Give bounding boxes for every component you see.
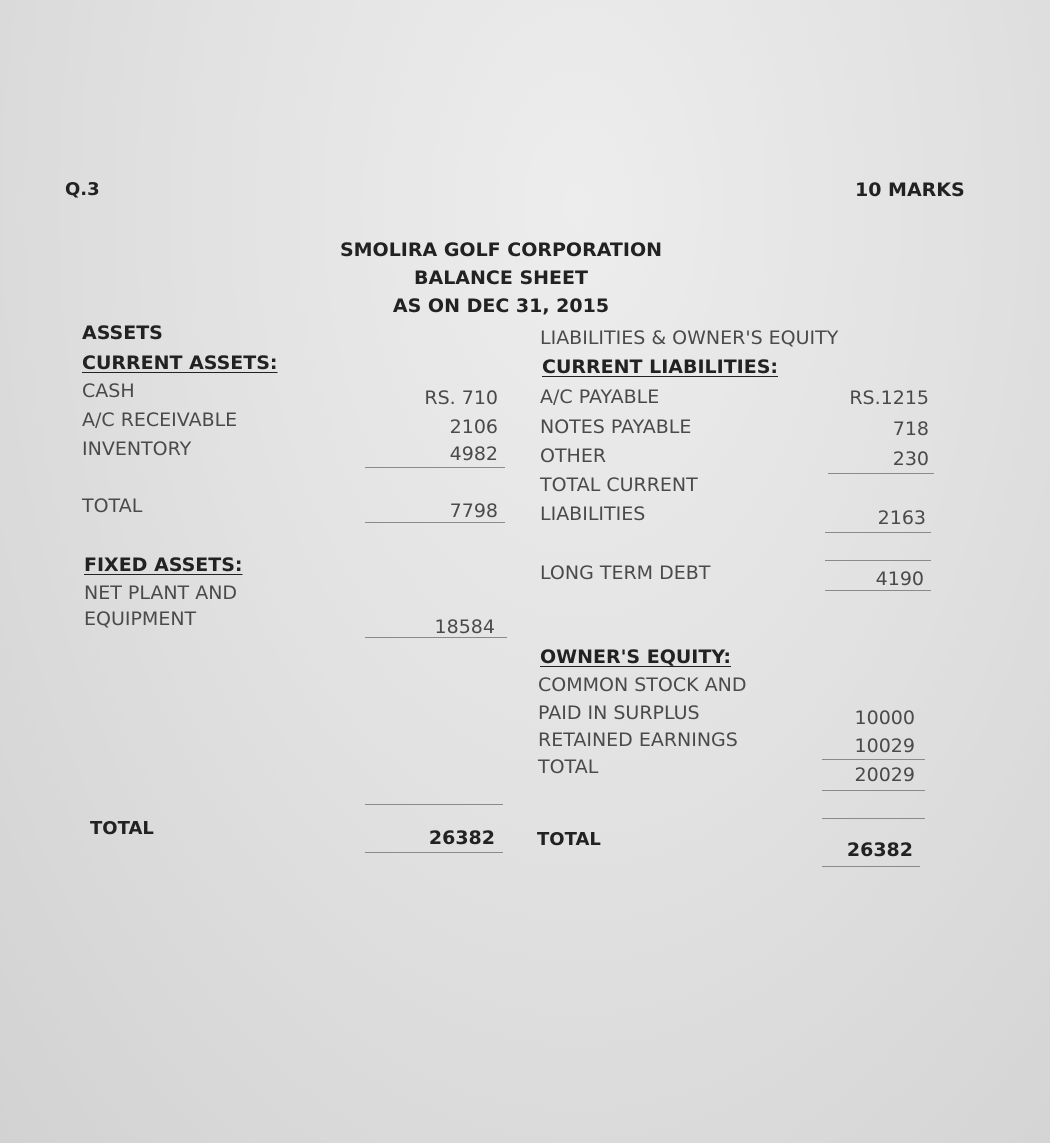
retained-earnings-label: RETAINED EARNINGS <box>538 729 738 751</box>
statement-date: AS ON DEC 31, 2015 <box>392 295 610 317</box>
liabilities-grand-total-value: 26382 <box>846 839 913 861</box>
inventory-underline <box>365 467 505 468</box>
other-underline <box>828 473 934 474</box>
retained-earnings-value: 10029 <box>854 735 915 757</box>
plant-underline <box>365 637 507 638</box>
payable-label: A/C PAYABLE <box>540 386 660 408</box>
equity-total-value: 20029 <box>854 764 915 786</box>
plant-label-line1: NET PLANT AND <box>84 582 238 604</box>
cash-label: CASH <box>82 380 135 402</box>
receivable-label: A/C RECEIVABLE <box>82 409 238 431</box>
total-current-label-line1: TOTAL CURRENT <box>540 474 698 496</box>
assets-grand-total-underline <box>365 852 503 853</box>
assets-heading: ASSETS <box>82 322 163 344</box>
marks-label: 10 MARKS <box>855 179 965 201</box>
liabilities-grand-total-underline <box>822 866 920 867</box>
equity-total-underline <box>822 790 925 791</box>
other-value: 230 <box>892 448 929 470</box>
company-name: SMOLIRA GOLF CORPORATION <box>339 239 663 261</box>
equity-total-label: TOTAL <box>538 756 599 778</box>
inventory-label: INVENTORY <box>82 438 192 460</box>
assets-pre-total-line <box>365 804 503 805</box>
long-term-debt-value: 4190 <box>875 568 924 590</box>
other-label: OTHER <box>540 445 607 467</box>
current-assets-heading: CURRENT ASSETS: <box>82 352 278 374</box>
payable-value: RS.1215 <box>849 387 929 409</box>
plant-value: 18584 <box>434 616 495 638</box>
current-liabilities-heading: CURRENT LIABILITIES: <box>542 356 778 378</box>
liabilities-heading: LIABILITIES & OWNER'S EQUITY <box>540 327 839 349</box>
fixed-assets-heading: FIXED ASSETS: <box>84 554 243 576</box>
assets-grand-total-value: 26382 <box>428 827 495 849</box>
inventory-value: 4982 <box>449 443 498 465</box>
current-assets-total-underline <box>365 522 505 523</box>
retained-earnings-underline <box>822 759 925 760</box>
total-current-underline <box>825 532 931 533</box>
assets-grand-total-label: TOTAL <box>90 818 154 839</box>
total-current-value: 2163 <box>877 507 926 529</box>
current-assets-total-label: TOTAL <box>82 495 143 517</box>
long-term-debt-underline <box>825 590 931 591</box>
statement-title: BALANCE SHEET <box>414 267 588 289</box>
common-stock-label-line2: PAID IN SURPLUS <box>538 702 700 724</box>
common-stock-value: 10000 <box>854 707 915 729</box>
long-term-debt-label: LONG TERM DEBT <box>540 562 711 584</box>
owners-equity-heading: OWNER'S EQUITY: <box>540 646 732 668</box>
current-assets-total-value: 7798 <box>449 500 498 522</box>
receivable-value: 2106 <box>449 416 498 438</box>
cash-value: RS. 710 <box>424 387 498 409</box>
common-stock-label-line1: COMMON STOCK AND <box>538 674 747 696</box>
liabilities-grand-total-label: TOTAL <box>537 829 601 850</box>
plant-label-line2: EQUIPMENT <box>84 608 197 630</box>
notes-payable-label: NOTES PAYABLE <box>540 416 692 438</box>
total-current-label-line2: LIABILITIES <box>540 503 646 525</box>
question-number: Q.3 <box>65 179 100 200</box>
long-term-debt-overline <box>825 560 931 561</box>
notes-payable-value: 718 <box>892 418 929 440</box>
liabilities-pre-total-line <box>822 818 925 819</box>
